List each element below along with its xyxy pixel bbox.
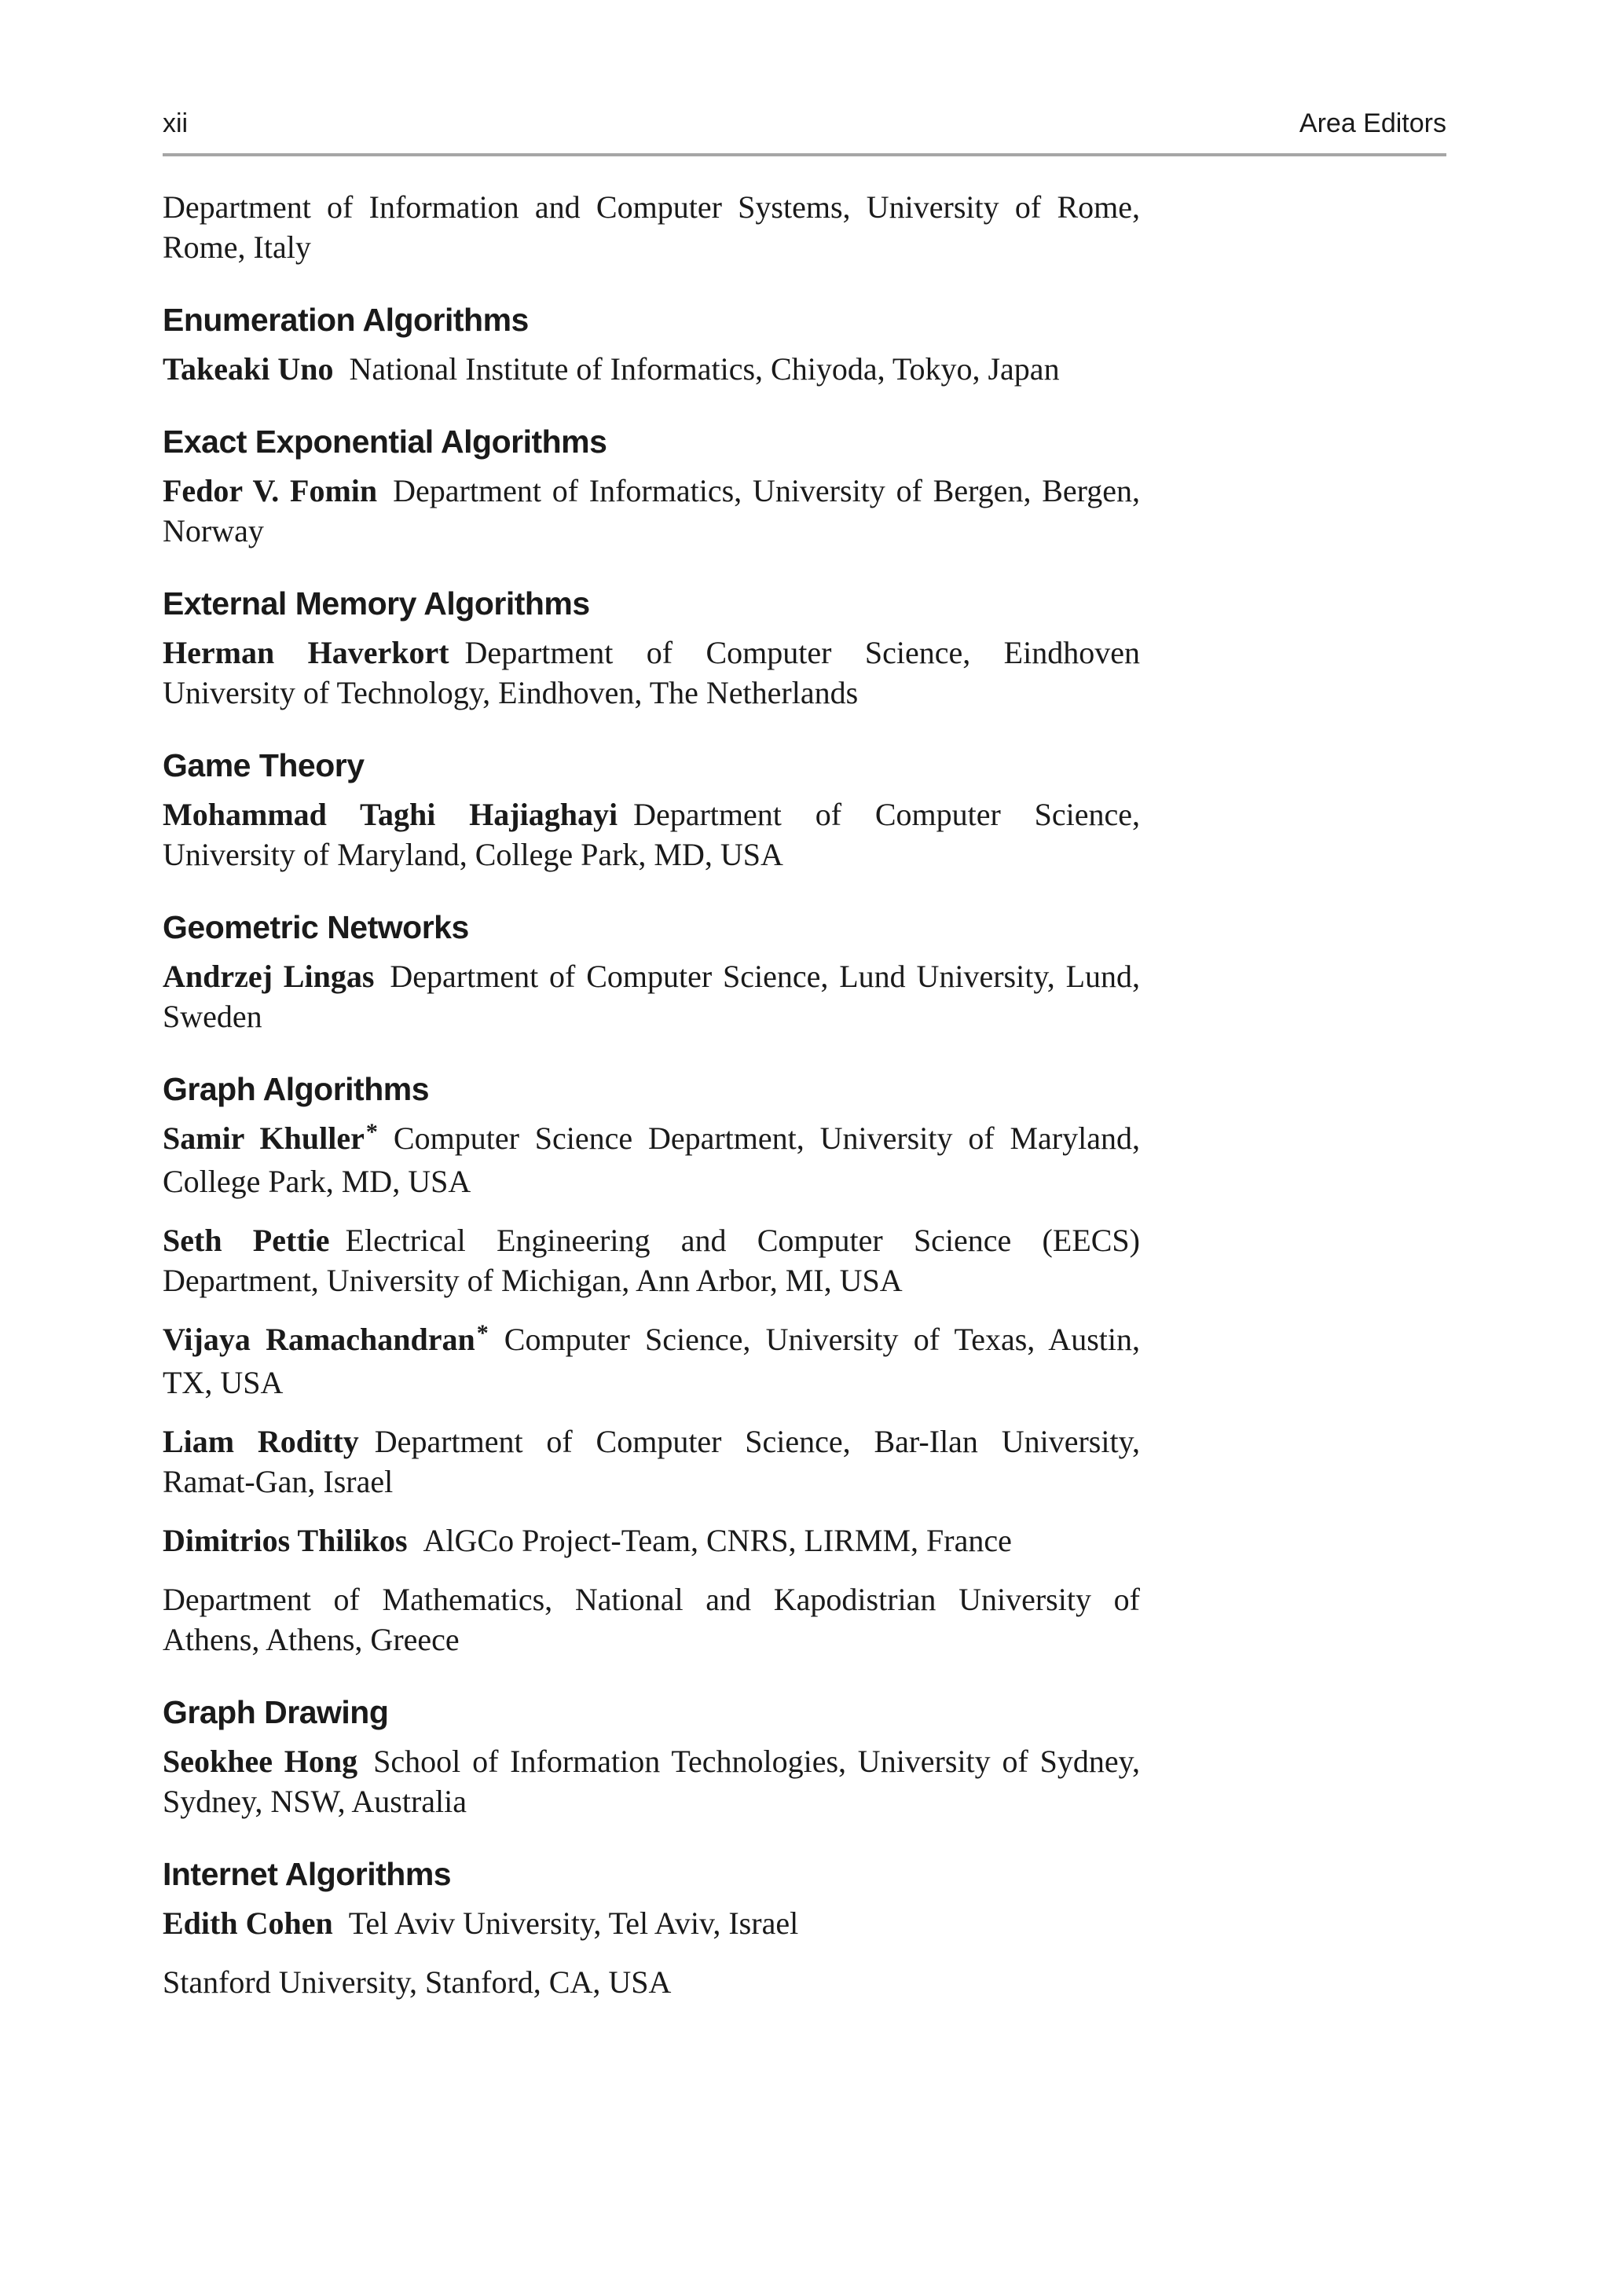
editor-section <box>163 908 1140 1036</box>
editor-name <box>163 1424 359 1459</box>
editor-affiliation: Computer Science, University of Texas, Austin, TX, USA <box>163 1322 1140 1400</box>
running-title: Area Editors <box>1299 108 1446 138</box>
editor-name <box>163 473 377 508</box>
editor-name <box>163 1322 489 1357</box>
editor-name <box>163 1744 357 1779</box>
editor-name <box>163 1905 333 1941</box>
editor-entry <box>163 1319 1140 1403</box>
page-content <box>163 187 1140 2002</box>
editor-affiliation: Tel Aviv University, Tel Aviv, Israel <box>348 1905 799 1941</box>
editor-affiliation: Stanford University, Stanford, CA, USA <box>163 1964 672 2000</box>
section-heading: Graph Drawing <box>163 1694 389 1730</box>
editor-affiliation: School of Information Technologies, University of Sydney, Sydney, NSW, Australia <box>163 1744 1140 1819</box>
editor-name-text: Takeaki Uno <box>163 351 334 387</box>
editor-affiliation: Department of Computer Science, University of Maryland, College Park, MD, USA <box>163 797 1141 872</box>
editor-section <box>163 1069 1140 1660</box>
editor-marker: * <box>365 1119 378 1145</box>
editor-name-text: Mohammad Taghi Hajiaghayi <box>163 797 618 832</box>
editor-section <box>163 746 1140 875</box>
editor-section <box>163 584 1140 713</box>
section-heading: Exact Exponential Algorithms <box>163 424 607 460</box>
section-heading: Enumeration Algorithms <box>163 302 529 338</box>
section-heading: Game Theory <box>163 747 365 783</box>
editor-affiliation: Department of Computer Science, Eindhoven University of Technology, Eindhoven, The Netherlands <box>163 635 1140 710</box>
editor-name-text: Fedor V. Fomin <box>163 473 378 508</box>
editor-name-text: Andrzej Lingas <box>163 959 375 994</box>
editor-entry <box>163 1520 1140 1561</box>
editor-affiliation: Computer Science Department, University of Maryland, College Park, MD, USA <box>163 1120 1140 1199</box>
editor-name <box>163 351 334 387</box>
editor-affiliation: AlGCo Project-Team, CNRS, LIRMM, France <box>423 1523 1012 1558</box>
section-heading: External Memory Algorithms <box>163 585 590 622</box>
editor-name-text: Seth Pettie <box>163 1223 330 1258</box>
editor-entry <box>163 471 1140 551</box>
editor-section <box>163 1854 1140 2002</box>
section-heading: Geometric Networks <box>163 909 469 945</box>
editor-name-text: Edith Cohen <box>163 1905 333 1941</box>
editor-name-text: Samir Khuller <box>163 1120 365 1156</box>
section-heading: Internet Algorithms <box>163 1856 452 1892</box>
editor-entry <box>163 1962 1140 2002</box>
editor-entry <box>163 794 1140 875</box>
editor-entry <box>163 1579 1140 1660</box>
editor-affiliation: Department of Mathematics, National and Kapodistrian University of Athens, Athens, Greece <box>163 1582 1140 1657</box>
editor-affiliation: Department of Informatics, University of Bergen, Bergen, Norway <box>163 473 1140 548</box>
editor-entry <box>163 633 1140 713</box>
editor-affiliation: Department of Computer Science, Lund University, Lund, Sweden <box>163 959 1140 1034</box>
editor-entry <box>163 1118 1140 1201</box>
editor-name <box>163 1120 378 1156</box>
editor-affiliation: National Institute of Informatics, Chiyoda, Tokyo, Japan <box>349 351 1060 387</box>
editor-affiliation: Department of Computer Science, Bar-Ilan University, Ramat-Gan, Israel <box>163 1424 1140 1499</box>
editor-entry <box>163 1421 1140 1502</box>
page-number: xii <box>163 108 189 138</box>
section-heading: Graph Algorithms <box>163 1071 429 1107</box>
editor-name <box>163 797 618 832</box>
editor-name-text: Vijaya Ramachandran <box>163 1322 475 1357</box>
editor-affiliation: Electrical Engineering and Computer Science (EECS) Department, University of Michigan, Ann Arbor, MI, USA <box>163 1223 1140 1298</box>
header-rule <box>163 153 1446 156</box>
editor-name <box>163 635 449 670</box>
editor-name <box>163 1523 408 1558</box>
editor-name-text: Liam Roditty <box>163 1424 359 1459</box>
editor-section <box>163 422 1140 551</box>
editor-section <box>163 300 1140 389</box>
editor-name-text: Herman Haverkort <box>163 635 449 670</box>
editor-entry <box>163 349 1140 389</box>
editor-marker: * <box>476 1320 489 1346</box>
editor-entry <box>163 1903 1140 1943</box>
continued-affiliation: Department of Information and Computer Systems, University of Rome, Rome, Italy <box>163 189 1140 265</box>
editor-entry <box>163 1220 1140 1300</box>
section-list <box>163 300 1140 2002</box>
editor-name <box>163 959 374 994</box>
editor-name-text: Seokhee Hong <box>163 1744 358 1779</box>
editor-entry <box>163 956 1140 1036</box>
editor-name-text: Dimitrios Thilikos <box>163 1523 408 1558</box>
editor-section <box>163 1693 1140 1821</box>
editor-name <box>163 1223 330 1258</box>
editor-entry <box>163 1741 1140 1821</box>
running-header <box>163 108 1446 143</box>
